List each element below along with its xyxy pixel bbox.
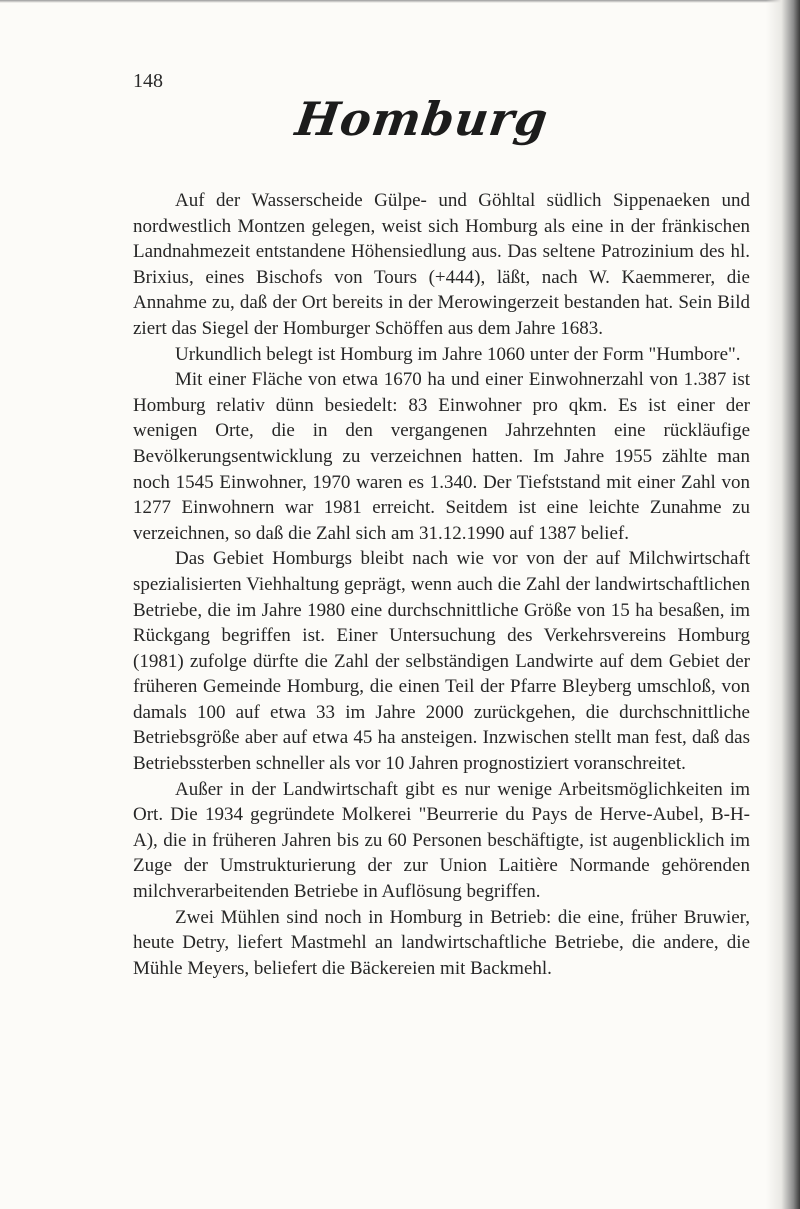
paragraph-first-record: Urkundlich belegt ist Homburg im Jahre 1060 unter der Form "Humbore". (175, 343, 741, 365)
page-number: 148 (133, 70, 163, 92)
paragraph-agriculture: Das Gebiet Homburgs bleibt nach wie vor von der auf Milchwirtschaft spezialisierten Viehhaltung geprägt, wenn auch die Zahl der landwirtschaftlichen Betriebe, die im Jahre 1980 eine durchschnittliche Größe von 15 ha besaßen, im Rückgang begriffen ist. Einer Untersuchung des Verkehrsvereins Homburg (1981) zufolge dürfte die Zahl der selbständigen Landwirte auf dem Gebiet der früheren Gemeinde Homburg, die einen Teil der Pfarre Bleyberg umschloß, von damals 100 auf etwa 33 im Jahre 2000 zurückgehen, die durchschnittliche Betriebsgröße aber auf etwa 45 ha ansteigen. Inzwischen stellt man fest, daß das Betriebssterben schneller als vor 10 Jahren prognostiziert voranschreitet. (133, 548, 750, 775)
paragraph-employment: Außer in der Landwirtschaft gibt es nur wenige Arbeitsmöglichkeiten im Ort. Die 1934 gegründete Molkerei "Beurrerie du Pays de Herve-Aubel, B-H-A), die in früheren Jahren bis zu 60 Personen beschäftigte, ist augenblicklich im Zuge der Umstrukturierung der zur Union Laitière Normande gehörenden milchverarbeitenden Betriebe in Auflösung begriffen. (133, 778, 750, 903)
binding-shadow (766, 0, 800, 1209)
paragraph-population: Mit einer Fläche von etwa 1670 ha und einer Einwohnerzahl von 1.387 ist Homburg relativ dünn besiedelt: 83 Einwohner pro qkm. Es ist einer der wenigen Orte, die in den vergangenen Jahrzehnten eine rückläufige Bevölkerungsentwicklung zu verzeichnen hatten. Im Jahre 1955 zählte man noch 1545 Einwohner, 1970 waren es 1.340. Der Tiefststand mit einer Zahl von 1277 Einwohnern war 1981 erreicht. Seitdem ist eine leichte Zunahme zu verzeichnen, so daß die Zahl sich am 31.12.1990 auf 1387 belief. (133, 369, 750, 544)
chapter-title: Homburg (292, 92, 552, 146)
page-top-edge (0, 0, 800, 3)
body-text (133, 188, 750, 981)
paragraph-location: Auf der Wasserscheide Gülpe- und Göhltal südlich Sippenaeken und nordwestlich Montzen gelegen, weist sich Homburg als eine in der fränkischen Landnahmezeit entstandene Höhensiedlung aus. Das seltene Patrozinium des hl. Brixius, eines Bischofs von Tours (+444), läßt, nach W. Kaemmerer, die Annahme zu, daß der Ort bereits in der Merowingerzeit bestanden hat. Sein Bild ziert das Siegel der Homburger Schöffen aus dem Jahre 1683. (133, 190, 750, 339)
paragraph-mills: Zwei Mühlen sind noch in Homburg in Betrieb: die eine, früher Bruwier, heute Detry, liefert Mastmehl an landwirtschaftliche Betriebe, die andere, die Mühle Meyers, beliefert die Bäckereien mit Backmehl. (133, 906, 750, 979)
